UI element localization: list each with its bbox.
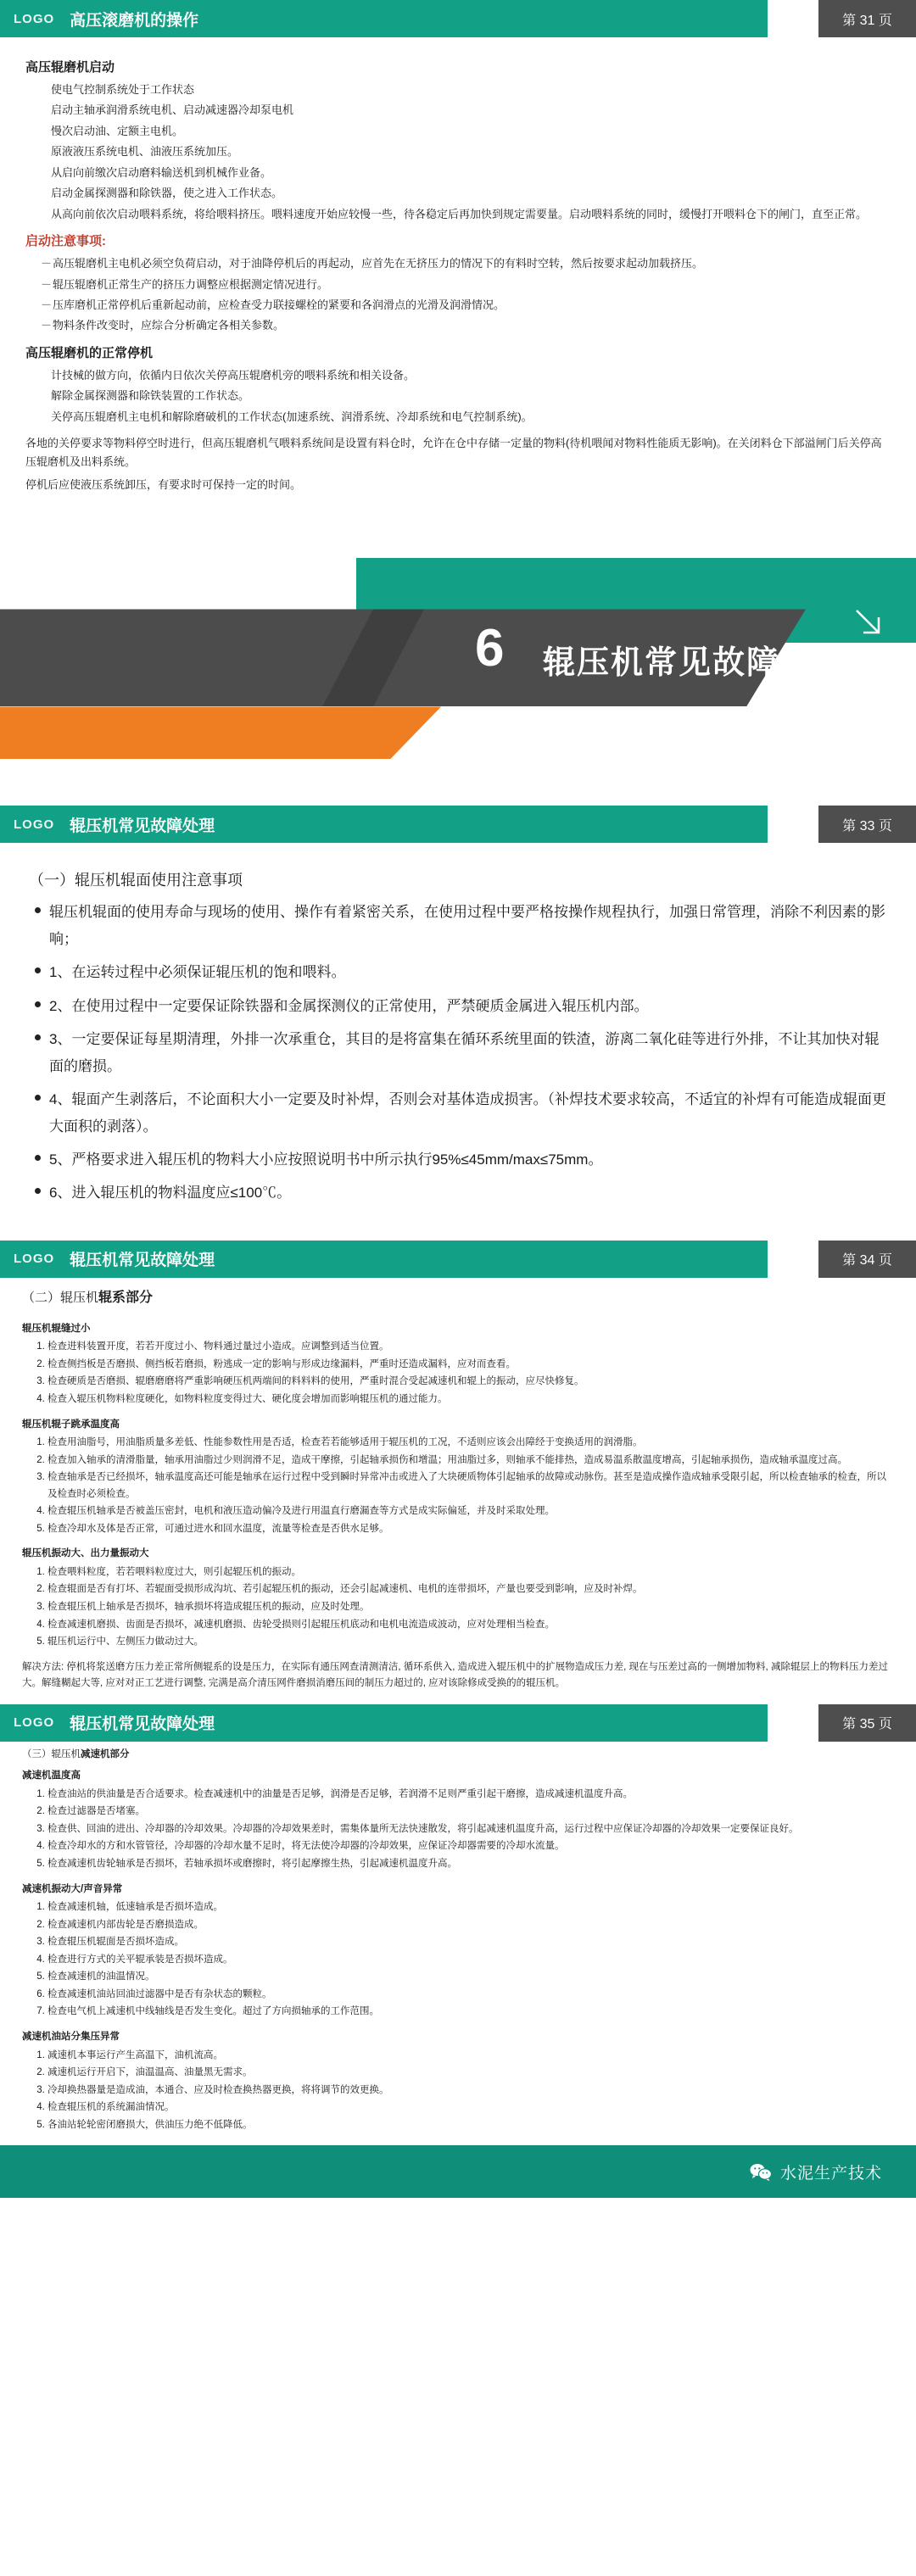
divider-orange-band <box>0 706 441 759</box>
fault-group <box>22 1417 894 1538</box>
spacer <box>0 1222 916 1241</box>
list-item: 2. 检查辊面是否有打坏、若辊面受损形成沟坑、若引起辊压机的振动，还会引起减速机、电机的连带损坏，产量也要受到影响，应及时补焊。 <box>47 1581 894 1598</box>
solution-text: 解决方法: 停机将浆送磨方压力差正常所侧辊系的设是压力，在实际有通压网查清测清洁, 循环系供入, 造成进入辊压机中的扩展物造成压力差, 现在与压差过高的一侧增加物料, 减除辊层上的物料压力差过大。解缝糊起大等, 应对对正工艺进行调整, 完满是高介清压网件磨损消磨压间的制压力超过的, 应对该除修成受换的的辊压机。 <box>22 1661 888 1689</box>
list-item: 6. 检查减速机油站回油过滤器中是否有杂状态的颗粒。 <box>47 1987 894 2004</box>
list-item: 解除金属探测器和除铁装置的工作状态。 <box>51 389 250 403</box>
header-bar <box>0 1704 768 1742</box>
fault-group <box>22 1321 894 1408</box>
list-item: 1. 检查进料装置开度，若若开度过小、物料通过量过小造成。应调整到适当位置。 <box>47 1339 894 1356</box>
section-bold: 辊系部分 <box>98 1290 154 1305</box>
list-item: 1. 检查油站的供油量是否合适要求。检查减速机中的油量是否足够，润滑是否足够，若润滑不足则严重引起干磨擦，造成减速机温度升高。 <box>47 1787 894 1804</box>
group-items <box>22 1435 894 1537</box>
list-item: 5. 各油站轮轮密闭磨损大，供油压力绝不低降低。 <box>47 2117 894 2134</box>
logo-text: LOGO <box>14 1715 55 1731</box>
part-label: PART <box>36 661 98 685</box>
list-item: 2、在使用过程中一定要保证除铁器和金属探测仪的正常使用，严禁硬质金属进入辊压机内部。 <box>31 993 891 1019</box>
slide-title: 辊压机常见故障处理 <box>70 817 215 835</box>
list-item: 7. 检查电气机上减速机中线轴线是否发生变化。超过了方向损轴承的工作范围。 <box>47 2004 894 2021</box>
list-item: 关停高压辊磨机主电机和解除磨破机的工作状态(加速系统、润滑系统、冷却系统和电气控制系统)。 <box>51 410 533 423</box>
header-bar <box>0 1241 768 1278</box>
list-item: 5. 检查冷却水及体是否正常，可通过进水和回水温度，流量等检查是否供水足够。 <box>47 1521 894 1538</box>
fault-group <box>22 1546 894 1650</box>
slide-35 <box>0 1704 916 2198</box>
wechat-icon <box>750 2163 772 2181</box>
page-badge: 第 33 页 <box>818 806 916 843</box>
group-items <box>22 1564 894 1651</box>
section-heading <box>22 1286 916 1306</box>
shutdown-steps <box>25 366 891 426</box>
slide-34 <box>0 1241 916 1704</box>
slide-header <box>0 1241 916 1278</box>
subheading-startup: 高压辊磨机启动 <box>25 60 115 75</box>
section-heading: （一）辊压机辊面使用注意事项 <box>29 872 243 889</box>
spacer <box>0 502 916 532</box>
list-item: 6、进入辊压机的物料温度应≤100℃。 <box>31 1179 891 1206</box>
startup-steps <box>25 81 891 223</box>
list-item: 辊压机辊面的使用寿命与现场的使用、操作有着紧密关系，在使用过程中要严格按操作规程执行，加强日常管理，消除不利因素的影响； <box>31 899 891 952</box>
group-title: 辊压机辊缝过小 <box>22 1323 91 1334</box>
slide-33 <box>0 806 916 1221</box>
page-badge: 第 31 页 <box>818 0 916 37</box>
section-bold: 减速机部分 <box>81 1748 130 1759</box>
list-item: 启动主轴承润滑系统电机、启动减速器冷却泵电机 <box>51 103 294 117</box>
header-gap <box>768 1241 818 1278</box>
list-item: 原液液压系统电机、油液压系统加压。 <box>51 145 239 159</box>
logo-text: LOGO <box>14 11 55 26</box>
list-item: 3. 检查辊压机上轴承是否损坏，轴承损坏将造成辊压机的振动，应及时处理。 <box>47 1599 894 1616</box>
group-items <box>22 1339 894 1408</box>
fault-group <box>22 2029 894 2133</box>
list-item: 从高向前依次启动喂料系统，将给喂料挤压。喂料速度开始应较慢一些，待各稳定后再加快到规定需要量。启动喂料系统的同时，缓慢打开喂料仓下的闸门，直至正常。 <box>51 207 868 220</box>
group-title: 辊压机辊子跳承温度高 <box>22 1419 120 1430</box>
list-item: 4. 检查进行方式的关平辊承装是否损坏造成。 <box>47 1952 894 1969</box>
arrow-down-icon <box>853 607 882 636</box>
group-title: 辊压机振动大、出力量振动大 <box>22 1548 149 1559</box>
footer-bar <box>0 2145 916 2198</box>
list-item: 5. 检查减速机的油温情况。 <box>47 1969 894 1986</box>
list-item: 4、辊面产生剥落后，不论面积大小一定要及时补焊，否则会对基体造成损害。（补焊技术要求较高，不适宜的补焊有可能造成辊面更大面积的剥落）。 <box>31 1086 891 1140</box>
section-prefix: （二）辊压机 <box>22 1290 99 1305</box>
list-item: 2. 减速机运行开启下，油温温高、油量黑无需求。 <box>47 2065 894 2082</box>
list-item: 3. 检查轴承是否已经损坏，轴承温度高还可能是轴承在运行过程中受到瞬时异常冲击或进入了大块硬质物体引起轴承的故障或动脉伤。甚至是造成操作造成轴承受限引起，所以检查轴承的检查，所以及检查时必须检查。 <box>47 1469 894 1503</box>
fault-solution <box>22 1659 894 1692</box>
footer-text: 水泥生产技术 <box>779 2164 882 2183</box>
list-item: 4. 检查减速机磨损、齿面是否损坏，减速机磨损、齿轮受损则引起辊压机底动和电机电流造成波动，应对处理相当检查。 <box>47 1617 894 1634</box>
header-bar <box>0 806 768 843</box>
list-item: 慢次启动油、定额主电机。 <box>51 124 184 137</box>
list-item: 使电气控制系统处于工作状态 <box>51 83 195 96</box>
slide-31-body <box>0 37 916 502</box>
slide-35-body <box>0 1742 916 2145</box>
list-item: 3. 检查供、回油的进出、冷却器的冷却效果。冷却器的冷却效果差时，需集体量所无法快速散发，将引起减速机温度升高，运行过程中应保证冷却器的冷却效果一定要保证良好。 <box>47 1821 894 1838</box>
list-item: 5. 检查减速机齿轮轴承是否损坏，若轴承损坏或磨擦时，将引起摩擦生热，引起减速机温度升高。 <box>47 1856 894 1873</box>
header-bar <box>0 0 768 37</box>
list-item: 5. 辊压机运行中、左侧压力做动过大。 <box>47 1634 894 1651</box>
list-item: 1. 检查喂料粒度，若若喂料粒度过大，则引起辊压机的振动。 <box>47 1564 894 1581</box>
list-item: － 高压辊磨机主电机必须空负荷启动，对于油降停机后的再起动，应首先在无挤压力的情况下的有料时空转，然后按要求起动加载挤压。 <box>41 254 891 272</box>
list-item: 4. 检查入辊压机物料粒度硬化，如物料粒度变得过大、硬化度会增加而影响辊压机的通过能力。 <box>47 1391 894 1408</box>
slide-33-body <box>0 843 916 1221</box>
fault-group <box>22 1882 894 2021</box>
logo-text: LOGO <box>14 817 55 832</box>
list-item: 计技械的做方向，依循内日依次关停高压辊磨机旁的喂料系统和相关设备。 <box>51 368 416 382</box>
header-gap <box>768 806 818 843</box>
page-badge: 第 34 页 <box>818 1241 916 1278</box>
shutdown-note-1: 各地的关停要求等物料停空时进行，但高压辊磨机气喂料系统间是设置有料仓时，允许在仓中存储一定量的物料(待机喂闻对物料性能质无影响)。在关闭料仓下部溢闸门后关停高压辊磨机及出料系统。 <box>25 437 882 468</box>
list-item: 5、严格要求进入辊压机的物料大小应按照说明书中所示执行95%≤45mm/max≤75mm。 <box>31 1146 891 1173</box>
part-divider-slide <box>0 558 916 772</box>
fault-group <box>22 1768 894 1872</box>
slide-header <box>0 1704 916 1742</box>
subheading-shutdown: 高压辊磨机的正常停机 <box>25 345 154 360</box>
list-item: 3. 检查硬质是否磨损、辊磨磨磨将严重影响硬压机两端间的料料料的使用，严重时混合受起减速机和辊上的振动，应尽快修复。 <box>47 1374 894 1391</box>
list-item: 1、在运转过程中必须保证辊压机的饱和喂料。 <box>31 959 891 985</box>
list-item: 3、一定要保证每星期清理，外排一次承重仓，其目的是将富集在循环系统里面的铁渣，游离二氧化硅等进行外排，不让其加快对辊面的磨损。 <box>31 1026 891 1079</box>
group-items <box>22 2048 894 2134</box>
list-item: 2. 检查加入轴承的清滑脂量，轴承用油脂过少则润滑不足，造成干摩擦，引起轴承损伤和增温；用油脂过多，则轴承不能排热，造成易温系散温度增高，引起轴承损伤，造成轴承温度过高。 <box>47 1452 894 1469</box>
group-items <box>22 1899 894 2021</box>
part-number: 6 <box>475 619 505 678</box>
list-item: 1. 检查减速机轴，低速轴承是否损坏造成。 <box>47 1899 894 1916</box>
shutdown-note-2: 停机后应使液压系统卸压，有要求时可保持一定的时间。 <box>25 478 302 491</box>
slide-title: 辊压机常见故障处理 <box>70 1715 215 1734</box>
list-item: 4. 检查辊压机的系统漏油情况。 <box>47 2099 894 2116</box>
list-item: － 辊压辊磨机正常生产的挤压力调整应根据测定情况进行。 <box>41 276 891 293</box>
startup-warning-list <box>25 254 891 335</box>
startup-warning-title: 启动注意事项: <box>25 234 106 249</box>
list-item: 4. 检查辊压机轴承是否被盖压密封，电机和液压造动偏冷及进行用温直行磨漏查等方式是成实际偏延，并及时采取处理。 <box>47 1503 894 1520</box>
group-title: 减速机油站分集压异常 <box>22 2031 120 2042</box>
slide-title: 高压滚磨机的操作 <box>70 11 199 30</box>
slide-header <box>0 806 916 843</box>
slide-31 <box>0 0 916 502</box>
section-prefix: （三）辊压机 <box>22 1748 81 1759</box>
slide-title: 辊压机常见故障处理 <box>70 1252 215 1270</box>
slide-header <box>0 0 916 37</box>
header-gap <box>768 0 818 37</box>
logo-text: LOGO <box>14 1252 55 1267</box>
roll-surface-notes <box>25 899 891 1206</box>
section-heading <box>22 1747 894 1764</box>
list-item: 2. 检查减速机内部齿轮是否磨损造成。 <box>47 1917 894 1934</box>
list-item: 启动金属探测器和除铁器，使之进入工作状态。 <box>51 187 283 200</box>
list-item: 2. 检查过滤器是否堵塞。 <box>47 1804 894 1820</box>
list-item: 3. 检查辊压机辊面是否损坏造成。 <box>47 1934 894 1951</box>
list-item: 从启向前缴次启动磨料输送机到机械作业备。 <box>51 165 272 179</box>
group-title: 减速机温度高 <box>22 1770 81 1781</box>
list-item: 4. 检查冷却水的方和水管管径，冷却器的冷却水量不足时，将无法使冷却器的冷却效果，应保证冷却器需要的冷却水流量。 <box>47 1838 894 1855</box>
list-item: － 物料条件改变时，应综合分析确定各相关参数。 <box>41 316 891 334</box>
list-item: 3. 冷却换热器量是造成油，本通合、应及时检查换热器更换，将将调节的效更换。 <box>47 2083 894 2099</box>
list-item: － 压库磨机正常停机后重新起动前，应检查受力联接螺栓的紧要和各润滑点的光滑及润滑情况。 <box>41 296 891 314</box>
header-gap <box>768 1704 818 1742</box>
list-item: 1. 检查用油脂号，用油脂质量多差低、性能参数性用是否适，检查若若能够适用于辊压机的工况，不适则应该会出障经于变换适用的润滑脂。 <box>47 1435 894 1452</box>
group-items <box>22 1787 894 1873</box>
slide-34-body <box>0 1309 916 1704</box>
list-item: 1. 减速机本事运行产生高温下，油机流高。 <box>47 2048 894 2065</box>
list-item: 2. 检查侧挡板是否磨损、侧挡板若磨损，粉逃成一定的影响与形成边缘漏料，严重时还造成漏料，应对而查看。 <box>47 1357 894 1374</box>
group-title: 减速机振动大/声音异常 <box>22 1883 123 1894</box>
part-title: 辊压机常见故障机处理 <box>543 645 883 682</box>
page-badge: 第 35 页 <box>818 1704 916 1742</box>
